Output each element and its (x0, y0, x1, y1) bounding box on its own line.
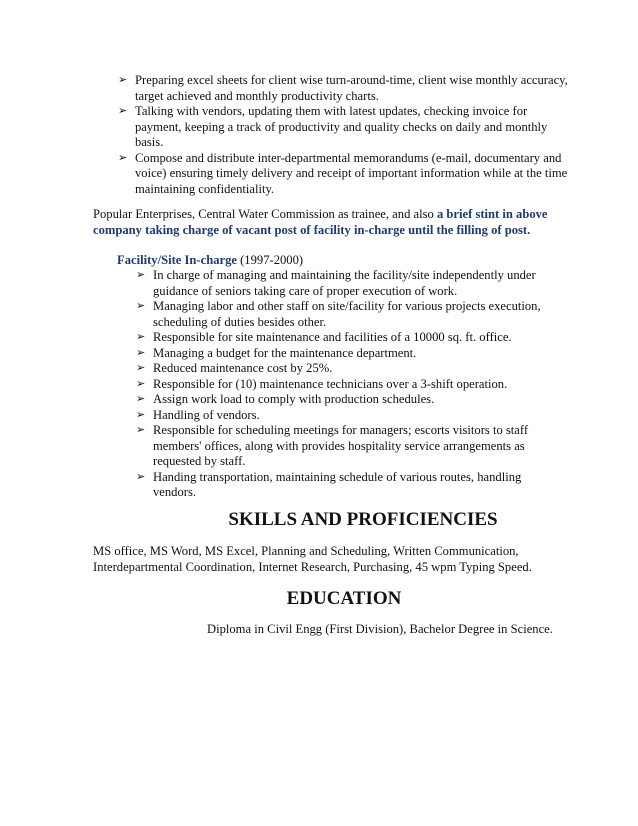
list-item-text: Talking with vendors, updating them with latest updates, checking invoice for payment, keeping a track of productivity and quality checks on daily and monthly basis. (135, 104, 548, 149)
list-item-text: Reduced maintenance cost by 25%. (153, 361, 333, 375)
list-item-text: Compose and distribute inter-departmental memorandums (e-mail, documentary and voice) ensuring timely delivery and receipt of important information while at the time maintaining confidentiality. (135, 150, 568, 196)
arrow-bullet-icon: ➢ (136, 424, 146, 436)
arrow-bullet-icon: ➢ (136, 393, 146, 405)
facility-duties-list (136, 268, 553, 501)
list-item (118, 104, 570, 151)
list-item-text: Responsible for scheduling meetings for managers; escorts visitors to staff members' offices, along with provides hospitality service arrangements as requested by staff. (153, 423, 529, 468)
role-title: Facility/Site In-charge (117, 253, 237, 267)
facility-role-header (117, 253, 303, 269)
list-item (136, 407, 553, 424)
employer-paragraph (93, 207, 563, 238)
arrow-bullet-icon: ➢ (136, 331, 146, 343)
list-item (136, 469, 553, 501)
list-item (136, 330, 553, 346)
list-item (136, 268, 553, 299)
list-item (136, 361, 553, 377)
skills-heading: SKILLS AND PROFICIENCIES (228, 509, 498, 530)
list-item (136, 376, 553, 393)
education-heading: EDUCATION (286, 588, 402, 609)
list-item-text: Responsible for site maintenance and facilities of a 10000 sq. ft. office. (153, 330, 512, 344)
arrow-bullet-icon: ➢ (136, 300, 146, 312)
list-item-text: Responsible for (10) maintenance technicians over a 3-shift operation. (153, 376, 508, 391)
list-item (136, 392, 553, 408)
employer-text: Popular Enterprises, Central Water Commission as trainee, and also (93, 207, 437, 221)
list-item (136, 299, 553, 330)
list-item (136, 345, 553, 362)
list-item (118, 150, 570, 198)
arrow-bullet-icon: ➢ (118, 74, 128, 86)
list-item-text: Managing a budget for the maintenance department. (153, 345, 417, 360)
skills-text: MS office, MS Word, MS Excel, Planning and Scheduling, Written Communication, Interdepartmental Coordination, Internet Research, Purchasing, 45 wpm Typing Speed. (93, 544, 532, 574)
list-item-text: Assign work load to comply with production schedules. (153, 392, 435, 406)
employer-highlight: a brief stint in above company taking charge of vacant post of facility in-charge until the filling of post. (93, 207, 548, 237)
list-item-text: Preparing excel sheets for client wise turn-around-time, client wise monthly accuracy, target achieved and monthly productivity charts. (135, 73, 568, 103)
arrow-bullet-icon: ➢ (118, 105, 128, 117)
list-item-text: In charge of managing and maintaining the facility/site independently under guidance of seniors taking care of proper execution of work. (153, 268, 536, 298)
arrow-bullet-icon: ➢ (136, 470, 146, 483)
education-text: Diploma in Civil Engg (First Division), Bachelor Degree in Science. (207, 622, 553, 636)
list-item (136, 423, 553, 470)
arrow-bullet-icon: ➢ (118, 151, 128, 164)
arrow-bullet-icon: ➢ (136, 346, 146, 359)
arrow-bullet-icon: ➢ (136, 377, 146, 390)
role-period: (1997-2000) (236, 253, 304, 267)
arrow-bullet-icon: ➢ (136, 408, 146, 421)
arrow-bullet-icon: ➢ (136, 269, 146, 281)
list-item-text: Handing transportation, maintaining schedule of various routes, handling vendors. (153, 469, 522, 499)
arrow-bullet-icon: ➢ (136, 362, 146, 374)
list-item-text: Managing labor and other staff on site/facility for various projects execution, scheduling of duties besides other. (153, 299, 541, 329)
list-item-text: Handling of vendors. (153, 407, 260, 422)
list-item (118, 73, 570, 104)
duties-list (118, 73, 570, 197)
